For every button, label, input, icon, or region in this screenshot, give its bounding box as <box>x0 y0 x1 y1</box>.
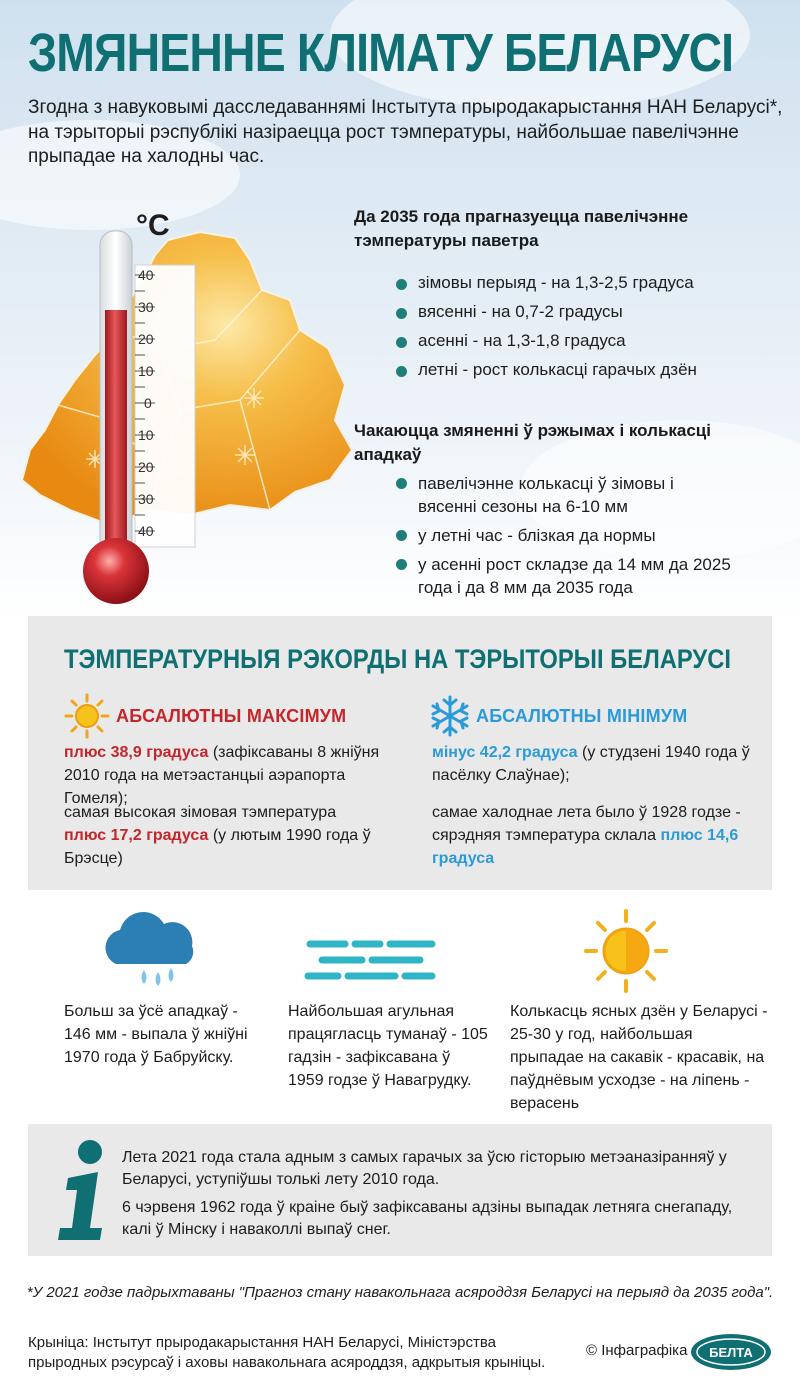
intro-text: Згодна з навуковымі дасследаваннямі Інстытута прыродакарыстання НАН Беларусі*, на тэрыторыі рэспублікі назіраецца рост тэмпературы, найбольшае павелічэнне прыпадае на халодны час. <box>28 97 783 167</box>
scale-tick: 20 <box>138 459 154 475</box>
list-item-text: асенні - на 1,3-1,8 градуса <box>418 331 626 350</box>
scale-tick: 20 <box>138 331 154 347</box>
record-min-text <box>432 741 762 787</box>
record-summer-value: плюс 14,6 градуса <box>432 827 739 867</box>
list-item <box>396 302 776 331</box>
record-min-detail: (у студзені 1940 года ў пасёлку Слаўнае); <box>432 744 750 784</box>
scale-tick: 40 <box>138 523 154 539</box>
sun-icon <box>584 909 668 993</box>
fact-fog-text: Найбольшая агульная працягласць туманаў - 105 гадзін - зафіксавана ў 1959 годзе ў Навагрудку. <box>288 1003 488 1089</box>
fact-rain-text: Больш за ўсё ападкаў - 146 мм - выпала ў жніўні 1970 года ў Бабруйску. <box>64 1003 248 1066</box>
scale-tick: 10 <box>138 427 154 443</box>
snowflake-icon <box>428 694 472 738</box>
info-text-1: Лета 2021 года стала адным з самых гарачых за ўсю гісторыю метэаназіранняў у Беларусі, уступіўшы толькі лету 2010 года. <box>122 1149 727 1188</box>
info-text-2: 6 чэрвеня 1962 года ў краіне быў зафіксаваны адзіны выпадак летняга снегападу, калі ў Мінску і наваколлі выпаў снег. <box>122 1199 733 1238</box>
logo-text: БЕЛТА <box>709 1345 753 1360</box>
bullet-icon <box>396 478 407 489</box>
record-max-label: АБСАЛЮТНЫ МАКСІМУМ <box>116 706 347 726</box>
list-item <box>396 524 736 547</box>
page-title: ЗМЯНЕННЕ КЛІМАТУ БЕЛАРУСІ <box>28 23 734 83</box>
scale-tick: 10 <box>138 363 154 379</box>
forecast-list <box>396 273 776 389</box>
list-item-text: у летні час - блізкая да нормы <box>418 526 656 545</box>
record-winter-text <box>64 801 384 870</box>
list-item <box>396 553 736 599</box>
record-summer-text <box>432 801 752 870</box>
record-max-text <box>64 741 404 810</box>
scale-tick: 30 <box>138 299 154 315</box>
list-item <box>396 273 776 302</box>
scale-tick: 30 <box>138 491 154 507</box>
record-winter-detail: (у лютым 1990 года ў Брэсце) <box>64 827 371 867</box>
record-min-value: мінус 42,2 градуса <box>432 744 578 761</box>
bullet-icon <box>396 559 407 570</box>
bullet-icon <box>396 337 407 348</box>
precipitation-title: Чакаюцца змяненні ў рэжымах і колькасці ападкаў <box>354 421 711 464</box>
list-item-text: вясенні - на 0,7-2 градусы <box>418 302 623 321</box>
record-max-value: плюс 38,9 градуса <box>64 744 209 761</box>
record-min-label: АБСАЛЮТНЫ МІНІМУМ <box>476 706 688 726</box>
forecast-title: Да 2035 года прагназуецца павелічэнне тэмпературы паветра <box>354 207 689 250</box>
thermometer-body-icon <box>80 205 250 605</box>
list-item-text: летні - рост колькасці гарачых дзён <box>418 360 697 379</box>
record-winter-value: плюс 17,2 градуса <box>64 827 209 844</box>
record-winter-intro: самая высокая зімовая тэмпература <box>64 804 337 821</box>
sun-icon <box>64 693 110 739</box>
info-icon <box>52 1136 116 1246</box>
scale-tick: 40 <box>138 267 154 283</box>
precipitation-list <box>396 472 736 599</box>
list-item-text: у асенні рост складзе да 14 мм да 2025 года і да 8 мм да 2035 года <box>418 555 731 597</box>
record-max-detail: (зафіксаваны 8 жніўня 2010 года на метэастанцыі аэрапорта Гомеля); <box>64 744 380 807</box>
belta-logo-icon <box>690 1333 772 1371</box>
temperature-unit-label: °C <box>136 209 170 242</box>
fact-sun-text: Колькасць ясных дзён у Беларусі - 25-30 у год, найбольшая прыпадае на сакавік - красавік, на паўднёвым усходзе - на ліпень - верасень <box>510 1003 768 1112</box>
thermometer <box>80 205 250 605</box>
list-item <box>396 331 776 360</box>
bullet-icon <box>396 279 407 290</box>
list-item-text: зімовы перыяд - на 1,3-2,5 градуса <box>418 273 694 292</box>
bullet-icon <box>396 530 407 541</box>
bullet-icon <box>396 308 407 319</box>
list-item <box>396 472 736 518</box>
list-item-text: павелічэнне колькасці ў зімовы і вясенні сезоны на 6-10 мм <box>418 474 674 516</box>
scale-tick: 0 <box>144 395 152 411</box>
credit-text: © Інфаграфіка <box>586 1342 688 1359</box>
fog-icon <box>300 938 440 988</box>
list-item <box>396 360 776 389</box>
source-text: Крыніца: Інстытут прыродакарыстання НАН Беларусі, Міністэрства прыродных рэсурсаў і аховы навакольнага асяроддзя, адкрытыя крыніцы. <box>28 1334 546 1371</box>
records-title: ТЭМПЕРАТУРНЫЯ РЭКОРДЫ НА ТЭРЫТОРЫІ БЕЛАРУСІ <box>64 644 731 674</box>
record-summer-intro: самае халоднае лета было ў 1928 годзе - сярэдняя тэмпература склала <box>432 804 741 844</box>
rain-cloud-icon <box>96 910 206 990</box>
bullet-icon <box>396 366 407 377</box>
footnote: *У 2021 годзе падрыхтаваны "Прагноз стану навакольнага асяроддзя Беларусі на перыяд да 2035 года". <box>26 1284 774 1301</box>
